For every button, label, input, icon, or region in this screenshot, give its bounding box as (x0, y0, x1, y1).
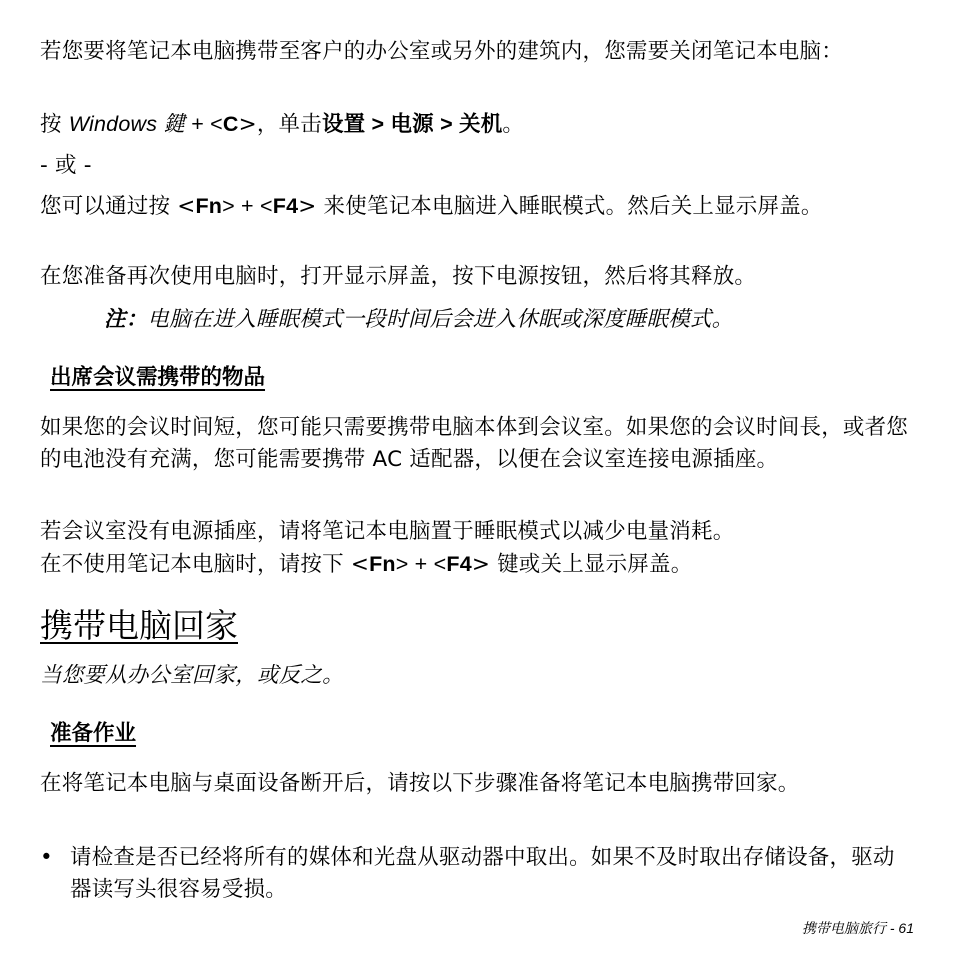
chapter-title: 携带电脑回家 (40, 606, 238, 645)
paragraph-shutdown-steps (40, 108, 916, 141)
chapter-subtitle: 当您要从办公室回家，或反之。 (40, 663, 344, 688)
text-click: >，单击 (238, 112, 322, 137)
text-period: 。 (502, 112, 525, 137)
paragraph-prepare: 在将笔记本电脑与桌面设备断开后，请按以下步骤准备将笔记本电脑携带回家。 (40, 771, 800, 796)
text-line-1: 若会议室没有电源插座，请将笔记本电脑置于睡眠模式以减少电量消耗。 (40, 519, 735, 544)
paragraph-or: - 或 - (40, 153, 92, 178)
text-plus: + < (185, 112, 223, 136)
paragraph-sleep (40, 190, 916, 223)
note (104, 304, 916, 336)
paragraph-resume: 在您准备再次使用电脑时，打开显示屏盖，按下电源按钮，然后将其释放。 (40, 264, 757, 289)
text-shutdown: 关机 (459, 112, 503, 137)
section-heading-meeting: 出席会议需携带的物品 (50, 365, 266, 390)
text-plus: > + < (222, 194, 273, 218)
document-page (40, 0, 916, 954)
text-line-2-pre: 在不使用笔记本电脑时，请按下 < (40, 552, 370, 577)
text-key-f4: F4 (446, 552, 472, 576)
text-gt-1: > (365, 112, 391, 136)
paragraph-meeting: 如果您的会议时间短，您可能只需要携带电脑本体到会议室。如果您的会议时间長，或者您的电池没有充满，您可能需要携带 AC 适配器，以便在会议室连接电源插座。 (40, 415, 909, 472)
text-key-c: C (222, 112, 239, 136)
text-press: 按 (40, 112, 69, 137)
text-line-2-post: > 键或关上显示屏盖。 (471, 552, 693, 577)
text-plus: > + < (395, 552, 447, 576)
page-footer: 携带电脑旅行 - 61 (801, 920, 914, 936)
text-settings: 设置 (321, 112, 366, 137)
text-sleep-pre: 您可以通过按 < (40, 194, 196, 219)
text-windows-key: Windows 鍵 (68, 112, 186, 136)
text-sleep-post: > 来使笔记本电脑进入睡眠模式。然后关上显示屏盖。 (298, 194, 823, 219)
list-item-text: 请检查是否已经将所有的媒体和光盘从驱动器中取出。如果不及时取出存储设备，驱动器读写头很容易受损。 (70, 845, 895, 902)
text-power: 电源 (390, 112, 434, 137)
note-label: 注： (104, 307, 148, 332)
text-key-fn: Fn (369, 552, 396, 576)
section-heading-prepare: 准备作业 (50, 721, 137, 746)
note-text: 电脑在进入睡眠模式一段时间后会进入休眠或深度睡眠模式。 (147, 307, 734, 332)
text-key-fn: Fn (195, 194, 223, 218)
paragraph-meeting-power (40, 516, 916, 581)
paragraph-shutdown-intro: 若您要将笔记本电脑携带至客户的办公室或另外的建筑内，您需要关闭笔记本电脑： (40, 39, 843, 64)
text-key-f4: F4 (272, 194, 299, 218)
bullet-icon: • (40, 845, 53, 870)
text-gt-2: > (433, 112, 459, 136)
